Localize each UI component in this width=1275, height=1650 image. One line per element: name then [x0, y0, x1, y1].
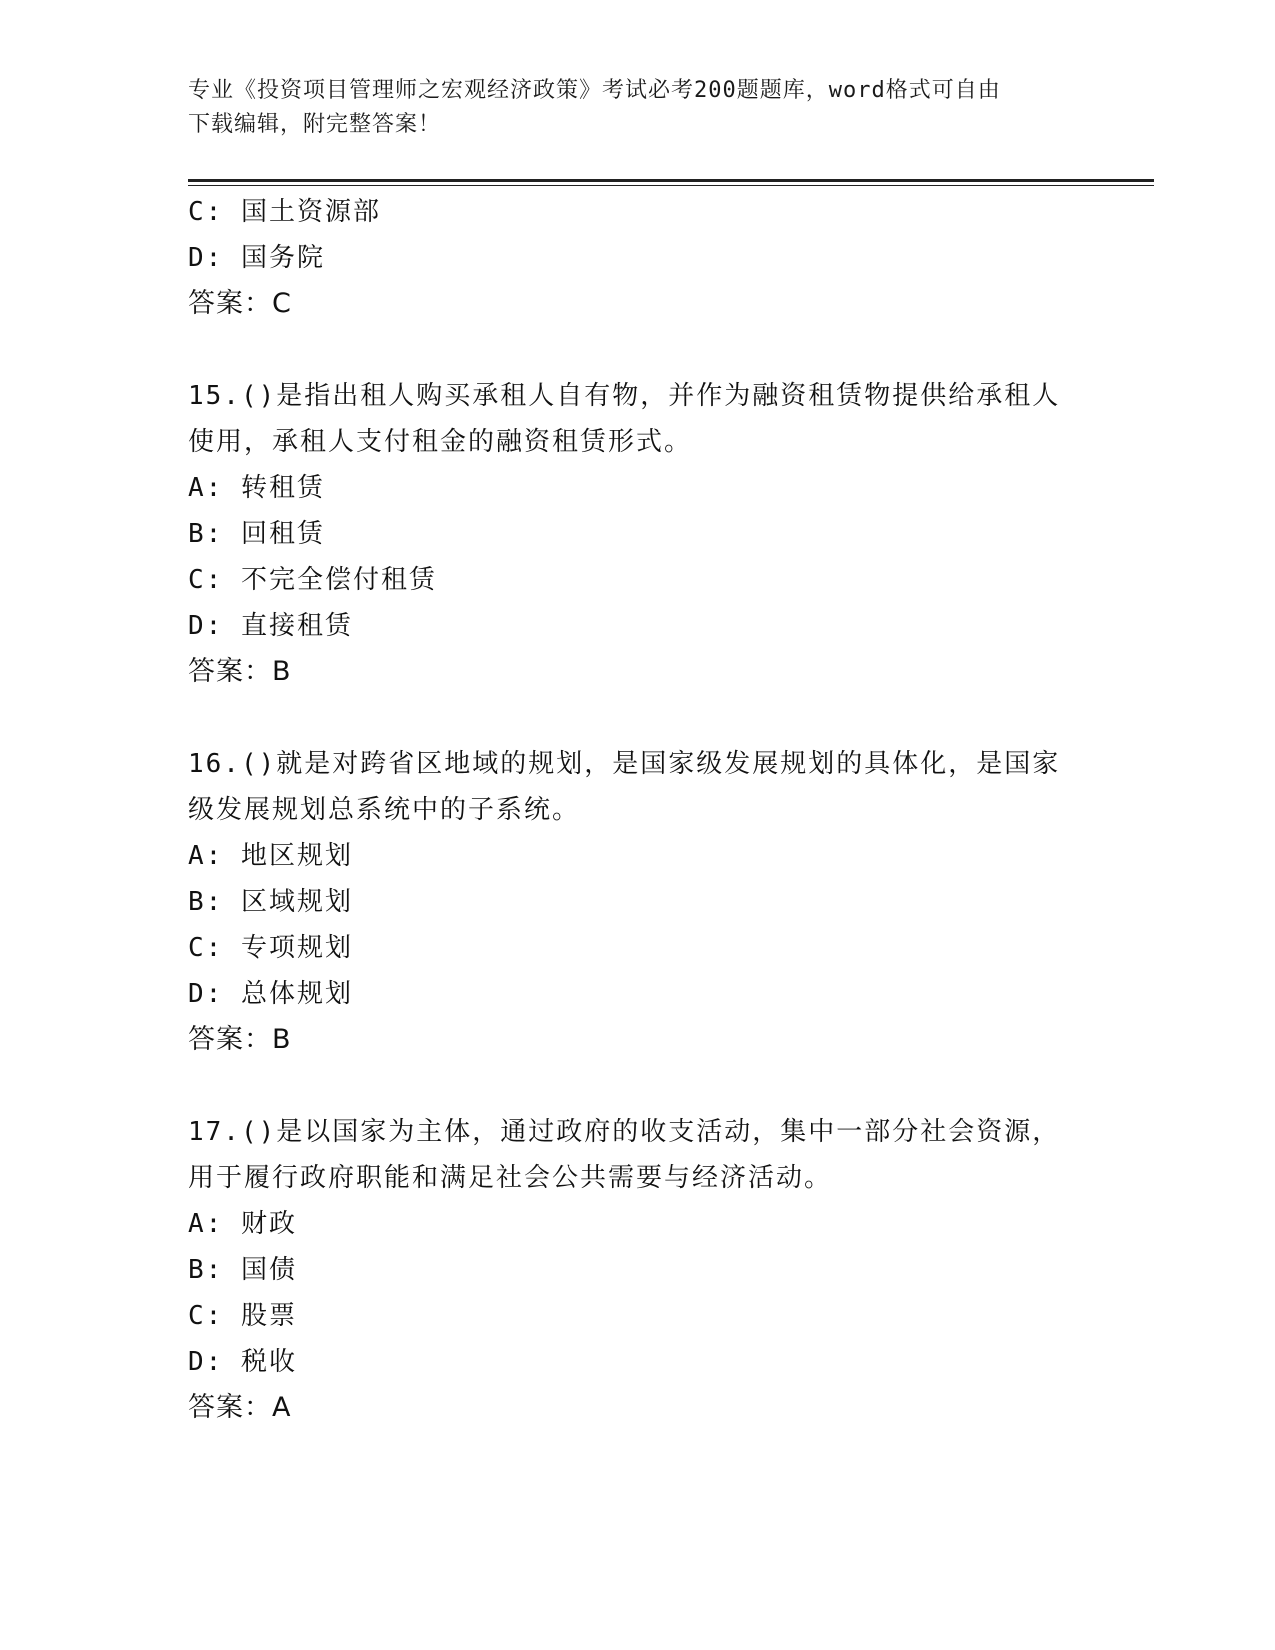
option-label: D:	[188, 1347, 224, 1377]
option-label: B:	[188, 887, 224, 917]
document-body	[188, 189, 1088, 1431]
answer-line: 答案：C	[188, 288, 292, 319]
question-stem-line-2: 级发展规划总系统中的子系统。	[188, 795, 581, 825]
option-label: C:	[188, 565, 224, 595]
option-text: 股票	[240, 1301, 297, 1331]
option-label: B:	[188, 519, 224, 549]
option-b	[188, 1247, 1088, 1293]
answer-line: 答案：B	[188, 1024, 292, 1055]
option-text: 直接租赁	[240, 611, 353, 641]
option-d	[188, 235, 1088, 281]
question-stem-line-2: 使用，承租人支付租金的融资租赁形式。	[188, 427, 693, 457]
option-label: A:	[188, 841, 224, 871]
option-text: 转租赁	[240, 473, 325, 503]
document-header	[188, 74, 1068, 142]
option-label: C:	[188, 1301, 224, 1331]
option-text: 税收	[240, 1347, 297, 1377]
option-text: 专项规划	[240, 933, 353, 963]
option-c	[188, 189, 1088, 235]
option-text: 总体规划	[240, 979, 353, 1009]
option-a	[188, 465, 1088, 511]
option-label: C:	[188, 197, 224, 227]
option-label: B:	[188, 1255, 224, 1285]
header-divider-thick	[188, 179, 1154, 182]
answer-line: 答案：B	[188, 656, 292, 687]
answer-line: 答案：A	[188, 1392, 292, 1423]
carryover-block	[188, 189, 1088, 327]
option-text: 国务院	[240, 243, 325, 273]
option-text: 国土资源部	[240, 197, 381, 227]
option-label: A:	[188, 1209, 224, 1239]
option-c	[188, 1293, 1088, 1339]
option-text: 回租赁	[240, 519, 325, 549]
option-c	[188, 925, 1088, 971]
option-text: 财政	[240, 1209, 297, 1239]
option-d	[188, 971, 1088, 1017]
option-c	[188, 557, 1088, 603]
option-label: D:	[188, 979, 224, 1009]
option-text: 区域规划	[240, 887, 353, 917]
option-text: 国债	[240, 1255, 297, 1285]
question-stem-line-1: 15.()是指出租人购买承租人自有物，并作为融资租赁物提供给承租人	[188, 381, 1061, 411]
option-d	[188, 603, 1088, 649]
question-15	[188, 373, 1088, 695]
question-stem-line-2: 用于履行政府职能和满足社会公共需要与经济活动。	[188, 1163, 833, 1193]
option-label: A:	[188, 473, 224, 503]
question-stem-line-1: 17.()是以国家为主体，通过政府的收支活动，集中一部分社会资源，	[188, 1117, 1061, 1147]
option-text: 不完全偿付租赁	[240, 565, 437, 595]
option-label: D:	[188, 243, 224, 273]
option-label: C:	[188, 933, 224, 963]
header-line-2: 下载编辑，附完整答案！	[188, 112, 442, 137]
option-d	[188, 1339, 1088, 1385]
header-divider-thin	[188, 185, 1154, 186]
option-text: 地区规划	[240, 841, 353, 871]
option-a	[188, 1201, 1088, 1247]
option-label: D:	[188, 611, 224, 641]
option-b	[188, 879, 1088, 925]
question-16	[188, 741, 1088, 1063]
question-17	[188, 1109, 1088, 1431]
header-line-1: 专业《投资项目管理师之宏观经济政策》考试必考200题题库，word格式可自由	[188, 78, 1001, 103]
option-a	[188, 833, 1088, 879]
question-stem-line-1: 16.()就是对跨省区地域的规划，是国家级发展规划的具体化，是国家	[188, 749, 1061, 779]
option-b	[188, 511, 1088, 557]
